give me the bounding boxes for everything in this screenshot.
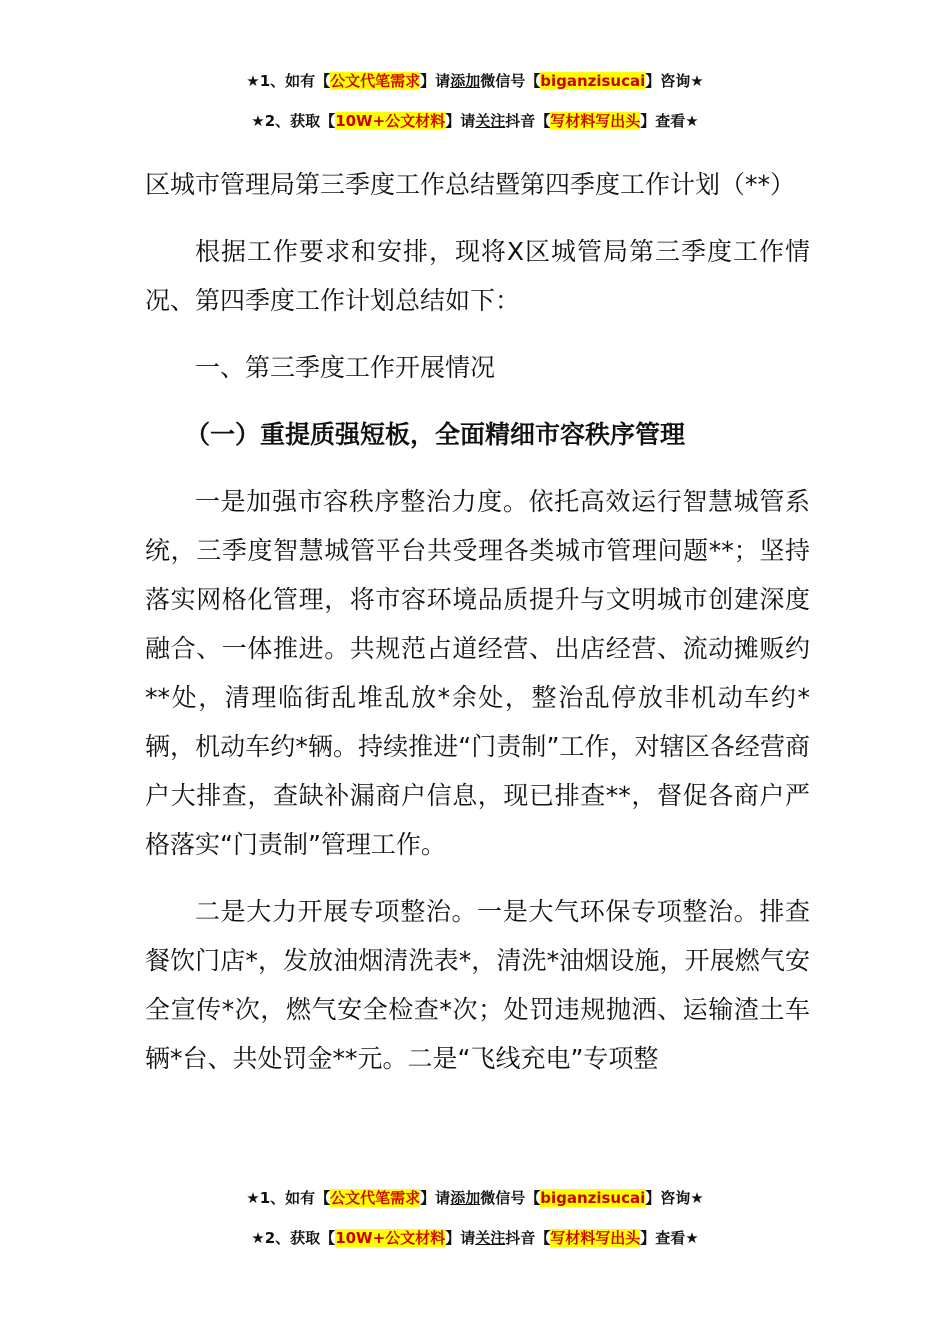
document-title: 区城市管理局第三季度工作总结暨第四季度工作计划（**） (145, 170, 796, 199)
banner-highlight: 公文代笔需求 (330, 72, 421, 90)
banner-highlight: 写材料写出头 (550, 1229, 641, 1247)
banner-text: 】请 (445, 1229, 476, 1247)
banner-text: 】查看★ (640, 112, 699, 130)
banner-highlight: biganzisucai (540, 1189, 646, 1207)
body-paragraph: 一是加强市容秩序整治力度。依托高效运行智慧城管系统，三季度智慧城管平台共受理各类城市管理问题**；坚持落实网格化管理，将市容环境品质提升与文明城市创建深度融合、一体推进。共规范占道经营、出店经营、流动摊贩约**处，清理临街乱堆乱放*余处，整治乱停放非机动车约*辆，机动车约*辆。持续推进“门责制”工作，对辖区各经营商户大排查，查缺补漏商户信息，现已排查**，督促各商户严格落实“门责制”管理工作。 (145, 487, 810, 859)
banner-text: ★1、如有【 (246, 72, 331, 90)
banner-text: 】请 (420, 72, 451, 90)
banner-underline: 关注 (475, 1229, 506, 1247)
banner-text: 】咨询★ (645, 1189, 704, 1207)
banner-text: 】请 (445, 112, 476, 130)
banner-underline: 添加 (450, 72, 481, 90)
banner-text: 】咨询★ (645, 72, 704, 90)
banner-text: 抖音【 (505, 1229, 551, 1247)
body-paragraph: 二是大力开展专项整治。一是大气环保专项整治。排查餐饮门店*，发放油烟清洗表*，清洗*油烟设施，开展燃气安全宣传*次，燃气安全检查*次；处罚违规抛洒、运输渣土车辆*台、共处罚金**元。二是“飞线充电”专项整 (145, 897, 810, 1073)
banner-text: 微信号【 (480, 72, 541, 90)
banner-highlight: 写材料写出头 (550, 112, 641, 130)
header-banner-line-1 (0, 70, 950, 92)
banner-highlight: 公文代笔需求 (330, 1189, 421, 1207)
document-body (145, 160, 810, 1101)
intro-paragraph: 根据工作要求和安排，现将X区城管局第三季度工作情况、第四季度工作计划总结如下： (145, 237, 810, 315)
banner-highlight: biganzisucai (540, 72, 646, 90)
section-heading: 一、第三季度工作开展情况 (195, 353, 496, 382)
footer-banner-line-2 (0, 1227, 950, 1249)
subsection-heading: （一）重提质强短板，全面精细市容秩序管理 (185, 420, 686, 449)
banner-text: 】查看★ (640, 1229, 699, 1247)
banner-text: ★2、获取【 (251, 1229, 336, 1247)
banner-text: 微信号【 (480, 1189, 541, 1207)
banner-underline: 添加 (450, 1189, 481, 1207)
banner-text: ★1、如有【 (246, 1189, 331, 1207)
footer-banner-line-1 (0, 1187, 950, 1209)
banner-highlight: 10W+公文材料 (335, 112, 446, 130)
header-banner-line-2 (0, 110, 950, 132)
banner-underline: 关注 (475, 112, 506, 130)
banner-highlight: 10W+公文材料 (335, 1229, 446, 1247)
banner-text: 】请 (420, 1189, 451, 1207)
banner-text: ★2、获取【 (251, 112, 336, 130)
banner-text: 抖音【 (505, 112, 551, 130)
